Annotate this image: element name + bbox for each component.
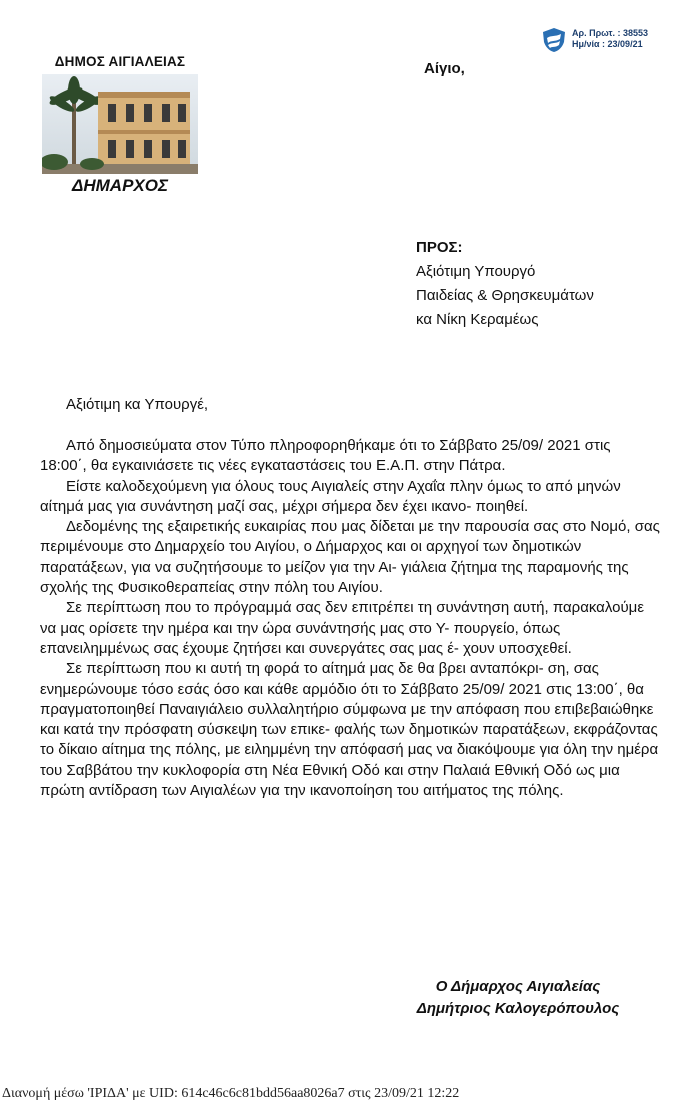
- distribution-footer: Διανομή μέσω 'ΙΡΙΔΑ' με UID: 614c46c6c81bdd56aa8026a7 στις 23/09/21 12:22: [2, 1086, 460, 1101]
- body-paragraph: Δεδομένης της εξαιρετικής ευκαιρίας που μας δίδεται με την παρουσία σας στο Νομό, σας περιμένουμε στο Δημαρχείο του Αιγίου, ο Δήμαρχος και οι αρχηγοί των δημοτικών παρατάξεων, για να συζητήσουμε το μείζον για την Αι- γιάλεια ζήτημα της παραμονής της σχολής της Φυσικοθεραπείας στην πόλη του Αιγίου.: [40, 518, 660, 597]
- protocol-stamp: [540, 26, 690, 54]
- town-hall-image: [42, 74, 198, 174]
- protocol-number: Αρ. Πρωτ. : 38553: [572, 28, 649, 38]
- letter-place: Αίγιο,: [424, 60, 465, 77]
- recipient-line: κα Νίκη Κεραμέως: [416, 311, 539, 328]
- body-paragraph: Σε περίπτωση που κι αυτή τη φορά το αίτημά μας δε θα βρει ανταπόκρι- ση, σας ενημερώνουμε τόσο εσάς όσο και κάθε αρμόδιο ότι το Σάββατο 25/09/ 2021 στις 13:00΄, θα πραγματοποιηθεί Παναιγιάλειο συλλαλητήριο σύμφωνα με την απόφαση που επιβεβαιώθηκε και κατά την πρόσφατη σύσκεψη των επικε- φαλής των δημοτικών παρατάξεων, εκφράζοντας το δίκαιο αίτημα της πόλης, με ειλημμένη την απόφασή μας να διακόψουμε για όλη την ημέρα του Σαββάτου την κυκλοφορία στη Νέα Εθνική Οδό και στην Παλαιά Εθνική Οδό ως μια πρώτη αντίδραση των Αιγιαλέων για την ικανοποίηση του αιτήματος της πόλης.: [40, 660, 659, 800]
- recipient-heading: ΠΡΟΣ:: [416, 239, 463, 256]
- body-paragraph: Σε περίπτωση που το πρόγραμμά σας δεν επιτρέπει τη συνάντηση αυτή, παρακαλούμε να μας ορίσετε την ημέρα και την ώρα συνάντησής μας στο Υ- πουργείο, όπως επανειλημμένως σας έχουμε ζητήσει και συνεργάτες σας μας έ- χουν υποσχεθεί.: [40, 599, 645, 657]
- logo-top-text: ΔΗΜΟΣ ΑΙΓΙΑΛΕΙΑΣ: [54, 54, 186, 69]
- body-paragraph: Από δημοσιεύματα στον Τύπο πληροφορηθήκαμε ότι το Σάββατο 25/09/ 2021 στις 18:00΄, θα εγκαινιάσετε τις νέες εγκαταστάσεις του Ε.Α.Π. στην Πάτρα.: [40, 437, 611, 475]
- logo-bottom-text: ΔΗΜΑΡΧΟΣ: [71, 176, 169, 195]
- recipient-line: Παιδείας & Θρησκευμάτων: [416, 287, 594, 304]
- recipient-line: Αξιότιμη Υπουργό: [416, 263, 536, 280]
- shield-icon: [540, 26, 568, 54]
- recipient-block: [416, 236, 594, 332]
- signature-title: Ο Δήμαρχος Αιγιαλείας: [435, 978, 601, 995]
- body-paragraph: Είστε καλοδεχούμενη για όλους τους Αιγιαλείς στην Αχαΐα πλην όμως το από μηνών αίτημά μας για συνάντηση μαζί σας, μέχρι σήμερα δεν έχει ικανο- ποιηθεί.: [40, 477, 621, 515]
- signature-name: Δημήτριος Καλογερόπουλος: [416, 1000, 620, 1017]
- letter-greeting: Αξιότιμη κα Υπουργέ,: [66, 396, 209, 413]
- protocol-date: Ημ/νία : 23/09/21: [572, 39, 643, 49]
- signature-block: [398, 976, 638, 1020]
- letter-body: [40, 436, 660, 801]
- municipality-logo: [40, 54, 200, 204]
